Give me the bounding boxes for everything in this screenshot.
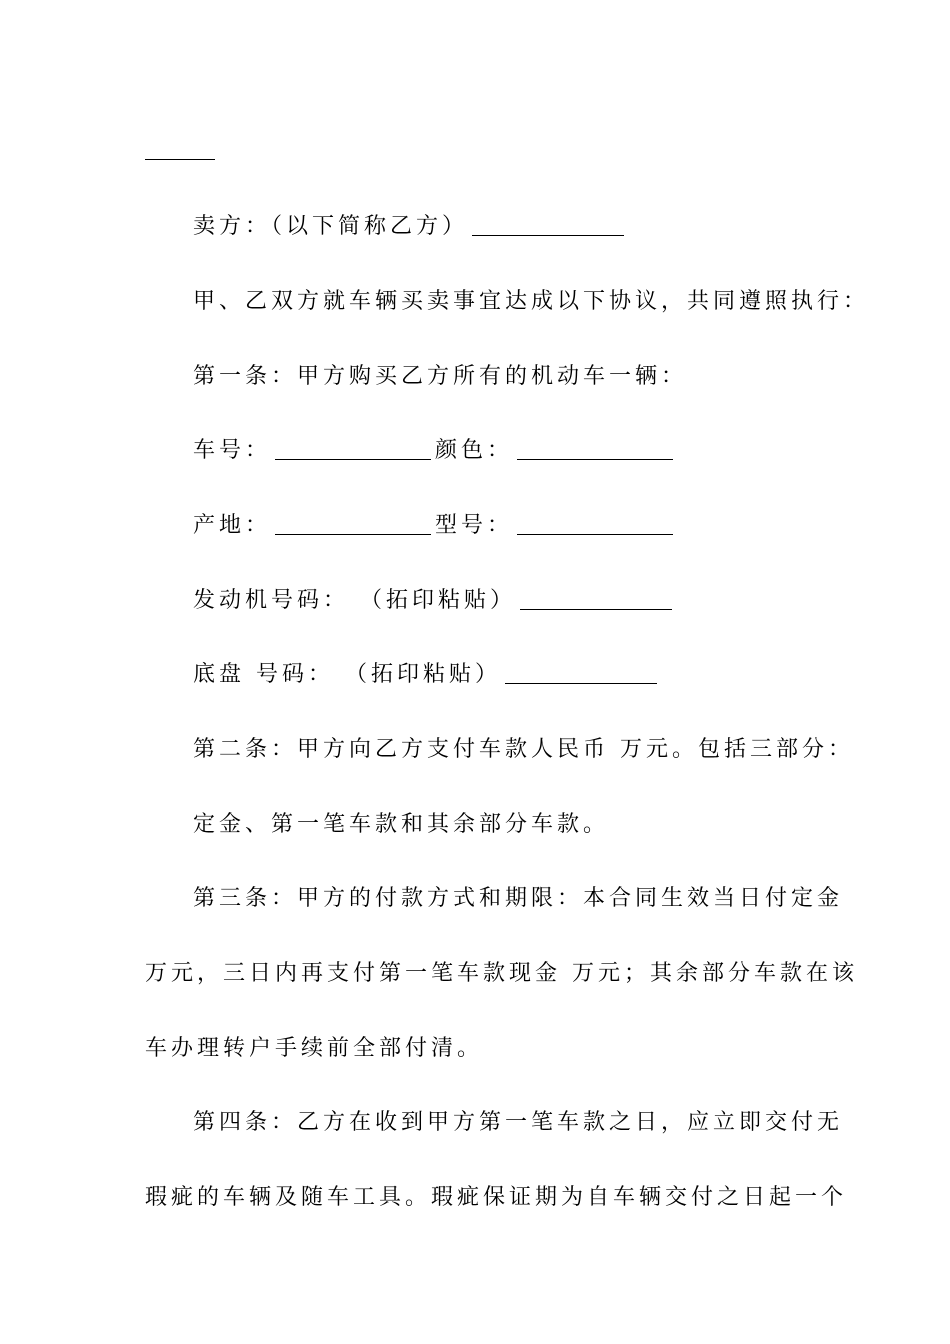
agreement-intro: 甲、乙双方就车辆买卖事宜达成以下协议，共同遵照执行： (193, 289, 870, 314)
article-4-line-1: 第四条：乙方在收到甲方第一笔车款之日，应立即交付无 (193, 1110, 844, 1135)
article-1: 第一条：甲方购买乙方所有的机动车一辆： (193, 364, 688, 389)
engine-label: 发动机号码： （拓印粘贴） (193, 588, 516, 613)
origin-model-line (193, 511, 677, 541)
seller-label: 卖方：（以下简称乙方） (193, 214, 469, 239)
article-4-line-2: 瑕疵的车辆及随车工具。瑕疵保证期为自车辆交付之日起一个 (145, 1185, 848, 1210)
seller-blank (472, 213, 624, 236)
article-3-line-1: 第三条：甲方的付款方式和期限：本合同生效当日付定金 (193, 886, 844, 911)
seller-line (193, 212, 628, 242)
article-3-line-2: 万元，三日内再支付第一笔车款现金 万元；其余部分车款在该 (145, 961, 858, 986)
article-2-line-2: 定金、第一笔车款和其余部分车款。 (193, 812, 610, 837)
signature-blank-line (145, 159, 215, 160)
chassis-number-line (193, 660, 661, 690)
article-3-line-3: 车办理转户手续前全部付清。 (145, 1036, 484, 1061)
engine-number-line (193, 586, 676, 616)
article-2-line-1: 第二条：甲方向乙方支付车款人民币 万元。包括三部分： (193, 737, 854, 762)
plate-color-line (193, 436, 677, 466)
origin-blank (275, 512, 431, 535)
chassis-label: 底盘 号码： （拓印粘贴） (193, 662, 501, 687)
color-blank (517, 437, 673, 460)
plate-blank (275, 437, 431, 460)
color-label: 颜色： (435, 438, 514, 463)
origin-label: 产地： (193, 513, 272, 538)
model-blank (517, 512, 673, 535)
plate-label: 车号： (193, 438, 272, 463)
model-label: 型号： (435, 513, 514, 538)
chassis-blank (505, 661, 657, 684)
engine-blank (520, 587, 672, 610)
